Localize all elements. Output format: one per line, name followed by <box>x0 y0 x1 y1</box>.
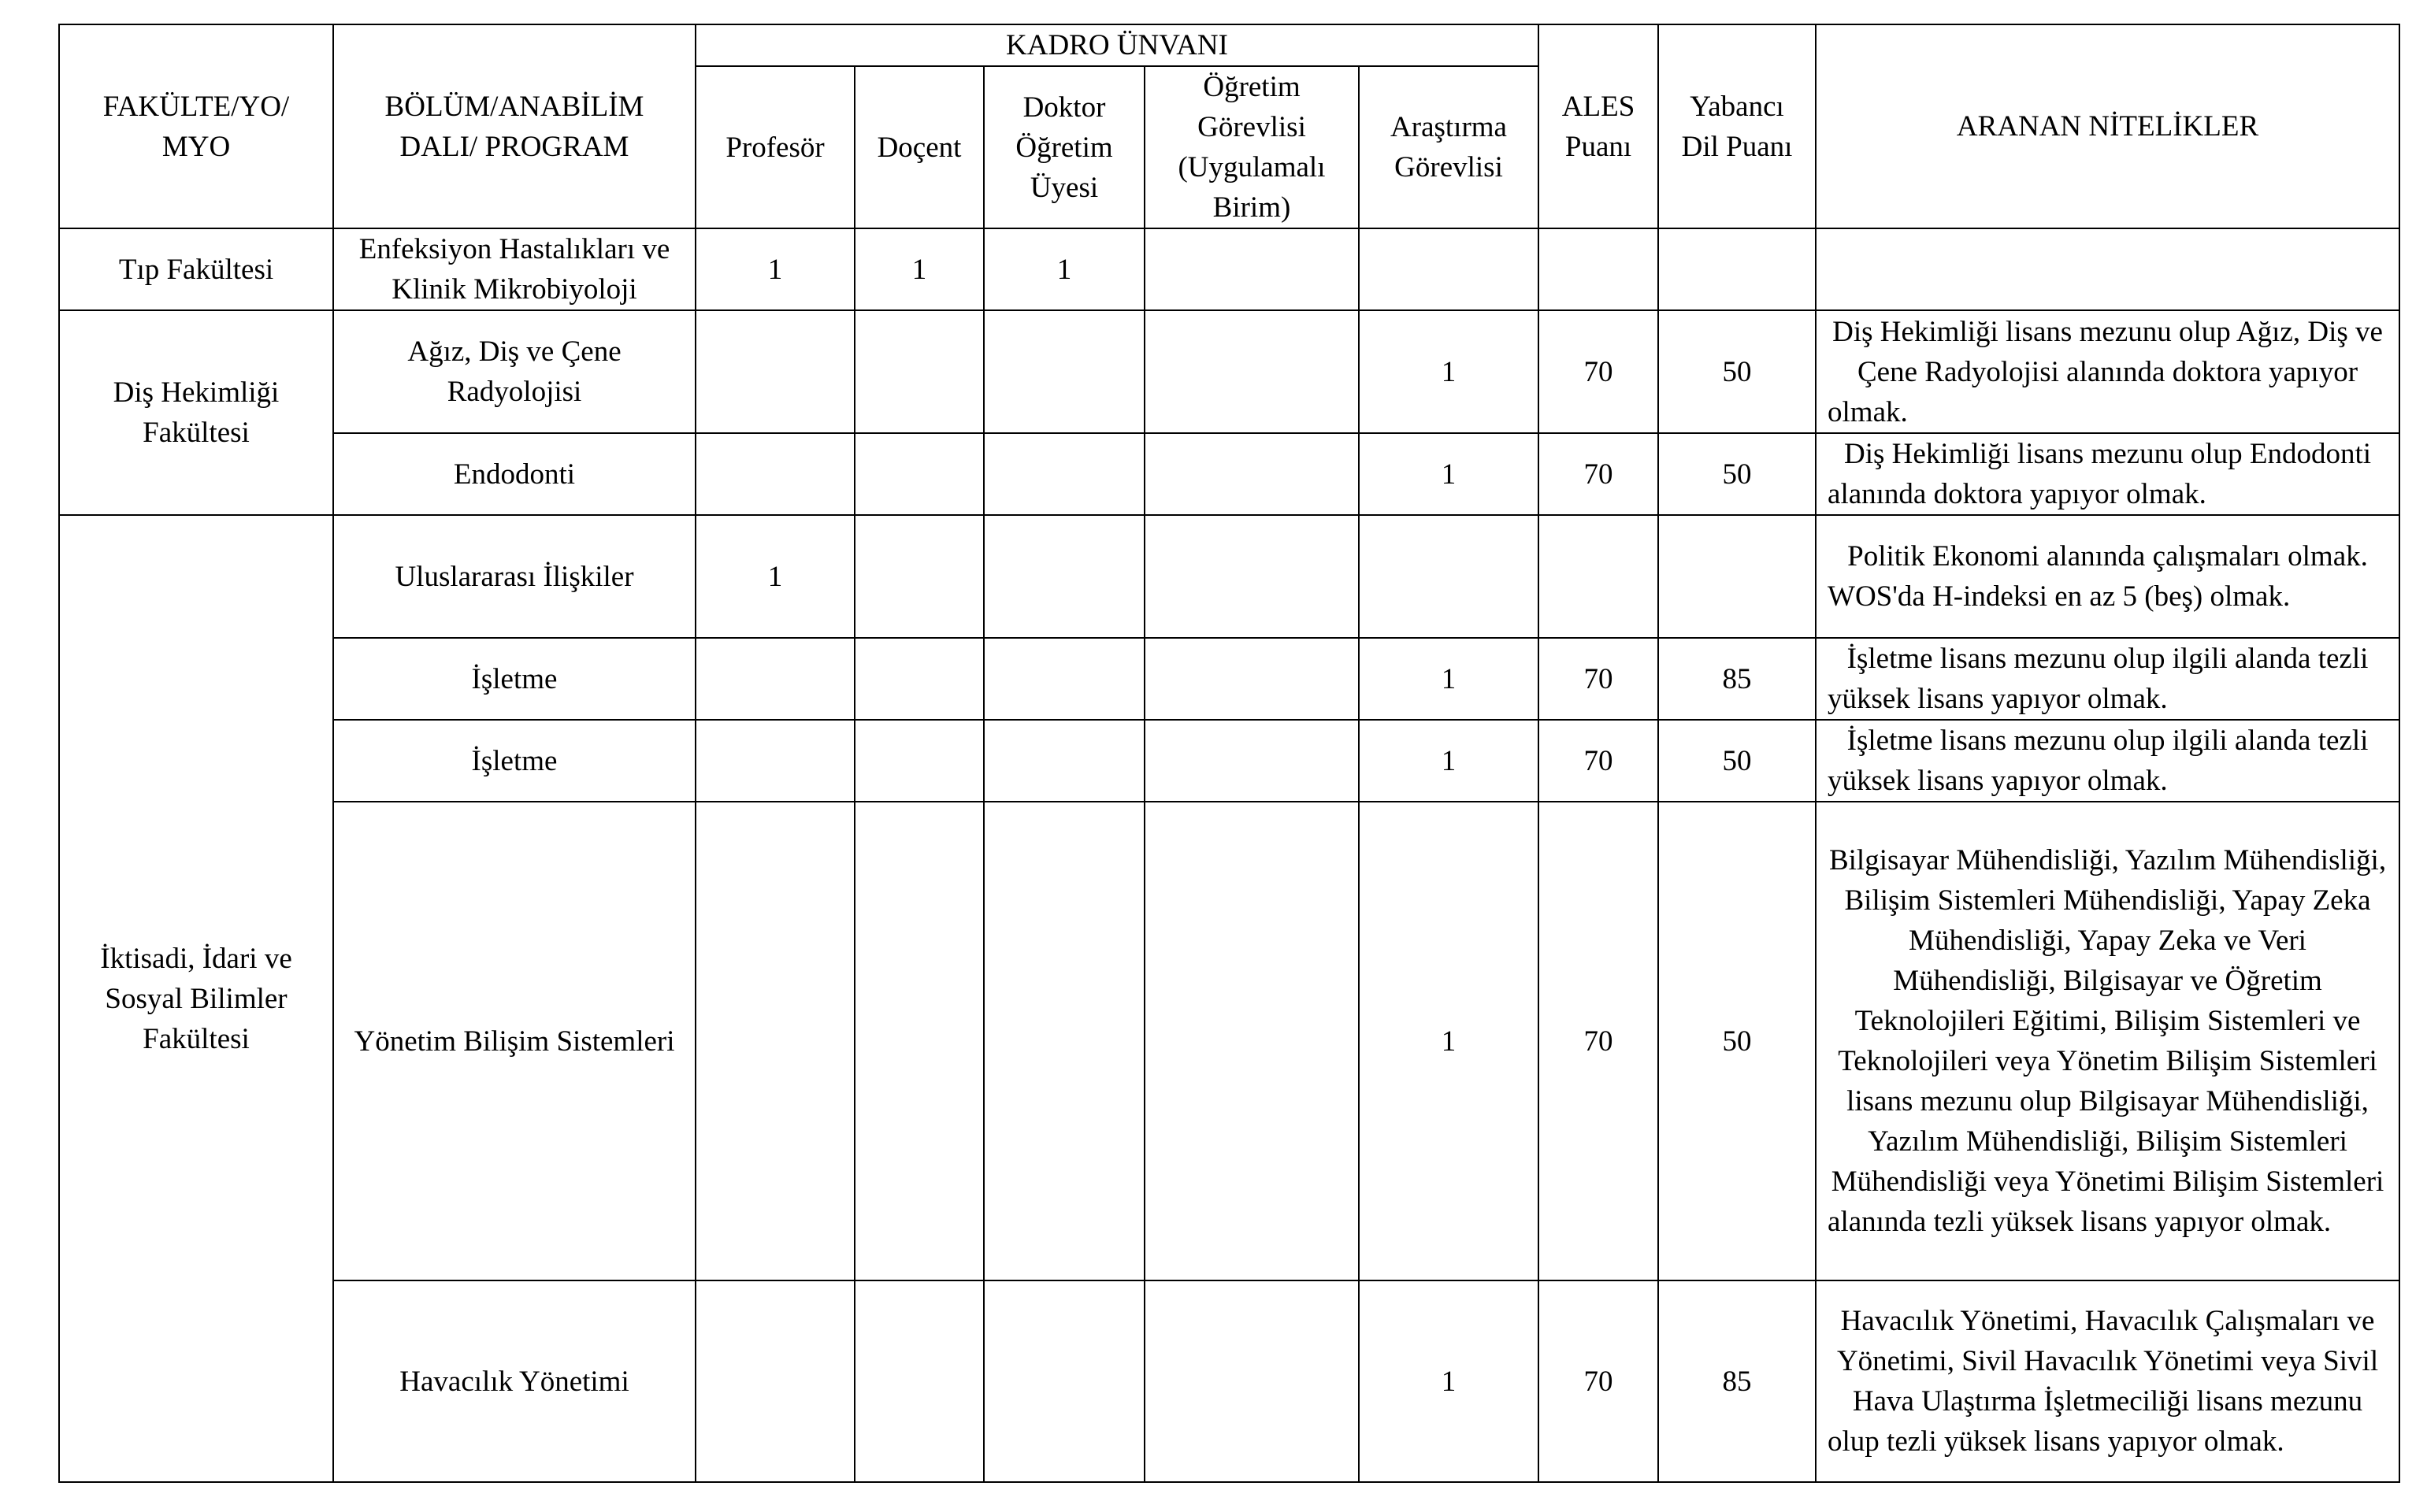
header-research: Araştırma Görevlisi <box>1359 66 1538 228</box>
header-title-group: KADRO ÜNVANI <box>696 24 1538 66</box>
table-row <box>59 228 2399 310</box>
lecturer-cell <box>1145 720 1359 802</box>
qualifications-cell: İşletme lisans mezunu olup ilgili alanda tezli yüksek lisans yapıyor olmak. <box>1816 638 2399 720</box>
lecturer-cell <box>1145 515 1359 638</box>
professor-cell <box>696 433 855 515</box>
ales-cell: 70 <box>1538 720 1658 802</box>
department-cell: Havacılık Yönetimi <box>333 1280 696 1482</box>
lecturer-cell <box>1145 433 1359 515</box>
faculty-cell: İktisadi, İdari ve Sosyal Bilimler Fakültesi <box>59 515 333 1482</box>
header-professor: Profesör <box>696 66 855 228</box>
language-cell: 50 <box>1658 433 1816 515</box>
table-row <box>59 802 2399 1280</box>
lecturer-cell <box>1145 802 1359 1280</box>
research-cell <box>1359 515 1538 638</box>
table-row <box>59 310 2399 433</box>
professor-cell <box>696 310 855 433</box>
associate-cell <box>855 515 984 638</box>
associate-cell <box>855 310 984 433</box>
language-cell <box>1658 515 1816 638</box>
language-cell: 85 <box>1658 638 1816 720</box>
research-cell: 1 <box>1359 1280 1538 1482</box>
assistant-cell <box>984 515 1145 638</box>
assistant-cell <box>984 802 1145 1280</box>
qualifications-cell: Politik Ekonomi alanında çalışmaları olmak. WOS'da H-indeksi en az 5 (beş) olmak. <box>1816 515 2399 638</box>
header-assistant: Doktor Öğretim Üyesi <box>984 66 1145 228</box>
header-lecturer: Öğretim Görevlisi (Uygulamalı Birim) <box>1145 66 1359 228</box>
research-cell: 1 <box>1359 638 1538 720</box>
table-row <box>59 638 2399 720</box>
professor-cell <box>696 720 855 802</box>
department-cell: Yönetim Bilişim Sistemleri <box>333 802 696 1280</box>
professor-cell <box>696 1280 855 1482</box>
department-cell: Uluslararası İlişkiler <box>333 515 696 638</box>
language-cell: 50 <box>1658 802 1816 1280</box>
department-cell: İşletme <box>333 720 696 802</box>
ales-cell: 70 <box>1538 638 1658 720</box>
header-row-top <box>59 24 2399 66</box>
ales-cell: 70 <box>1538 310 1658 433</box>
department-cell: İşletme <box>333 638 696 720</box>
assistant-cell <box>984 433 1145 515</box>
header-faculty: FAKÜLTE/YO/ MYO <box>59 24 333 228</box>
qualifications-cell: Diş Hekimliği lisans mezunu olup Endodonti alanında doktora yapıyor olmak. <box>1816 433 2399 515</box>
assistant-cell <box>984 310 1145 433</box>
associate-cell <box>855 1280 984 1482</box>
research-cell: 1 <box>1359 802 1538 1280</box>
associate-cell <box>855 720 984 802</box>
lecturer-cell <box>1145 638 1359 720</box>
qualifications-cell: Diş Hekimliği lisans mezunu olup Ağız, Diş ve Çene Radyolojisi alanında doktora yapıyor olmak. <box>1816 310 2399 433</box>
language-cell <box>1658 228 1816 310</box>
qualifications-cell: İşletme lisans mezunu olup ilgili alanda tezli yüksek lisans yapıyor olmak. <box>1816 720 2399 802</box>
lecturer-cell <box>1145 228 1359 310</box>
professor-cell <box>696 802 855 1280</box>
qualifications-cell <box>1816 228 2399 310</box>
research-cell <box>1359 228 1538 310</box>
assistant-cell <box>984 720 1145 802</box>
ales-cell: 70 <box>1538 1280 1658 1482</box>
qualifications-cell: Havacılık Yönetimi, Havacılık Çalışmaları ve Yönetimi, Sivil Havacılık Yönetimi veya Sivil Hava Ulaştırma İşletmeciliği lisans mezunu olup tezli yüksek lisans yapıyor olmak. <box>1816 1280 2399 1482</box>
header-ales: ALES Puanı <box>1538 24 1658 228</box>
language-cell: 85 <box>1658 1280 1816 1482</box>
header-qualifications: ARANAN NİTELİKLER <box>1816 24 2399 228</box>
header-language: Yabancı Dil Puanı <box>1658 24 1816 228</box>
ales-cell <box>1538 228 1658 310</box>
department-cell: Enfeksiyon Hastalıkları ve Klinik Mikrobiyoloji <box>333 228 696 310</box>
department-cell: Endodonti <box>333 433 696 515</box>
ales-cell <box>1538 515 1658 638</box>
associate-cell: 1 <box>855 228 984 310</box>
lecturer-cell <box>1145 310 1359 433</box>
qualifications-cell: Bilgisayar Mühendisliği, Yazılım Mühendisliği, Bilişim Sistemleri Mühendisliği, Yapay Zeka Mühendisliği, Yapay Zeka ve Veri Mühendisliği, Bilgisayar ve Öğretim Teknolojileri Eğitimi, Bilişim Sistemleri ve Teknolojileri veya Yönetim Bilişim Sistemleri lisans mezunu olup Bilgisayar Mühendisliği, Yazılım Mühendisliği, Bilişim Sistemleri Mühendisliği veya Yönetimi Bilişim Sistemleri alanında tezli yüksek lisans yapıyor olmak. <box>1816 802 2399 1280</box>
research-cell: 1 <box>1359 433 1538 515</box>
assistant-cell <box>984 638 1145 720</box>
assistant-cell <box>984 1280 1145 1482</box>
associate-cell <box>855 638 984 720</box>
associate-cell <box>855 433 984 515</box>
language-cell: 50 <box>1658 310 1816 433</box>
header-associate: Doçent <box>855 66 984 228</box>
language-cell: 50 <box>1658 720 1816 802</box>
staff-positions-table <box>58 24 2400 1483</box>
research-cell: 1 <box>1359 720 1538 802</box>
table-row <box>59 1280 2399 1482</box>
table-row <box>59 720 2399 802</box>
table-row <box>59 433 2399 515</box>
table-row <box>59 515 2399 638</box>
ales-cell: 70 <box>1538 802 1658 1280</box>
professor-cell <box>696 638 855 720</box>
professor-cell: 1 <box>696 515 855 638</box>
faculty-cell: Tıp Fakültesi <box>59 228 333 310</box>
professor-cell: 1 <box>696 228 855 310</box>
header-department: BÖLÜM/ANABİLİM DALI/ PROGRAM <box>333 24 696 228</box>
lecturer-cell <box>1145 1280 1359 1482</box>
faculty-cell: Diş Hekimliği Fakültesi <box>59 310 333 515</box>
ales-cell: 70 <box>1538 433 1658 515</box>
department-cell: Ağız, Diş ve Çene Radyolojisi <box>333 310 696 433</box>
research-cell: 1 <box>1359 310 1538 433</box>
assistant-cell: 1 <box>984 228 1145 310</box>
associate-cell <box>855 802 984 1280</box>
